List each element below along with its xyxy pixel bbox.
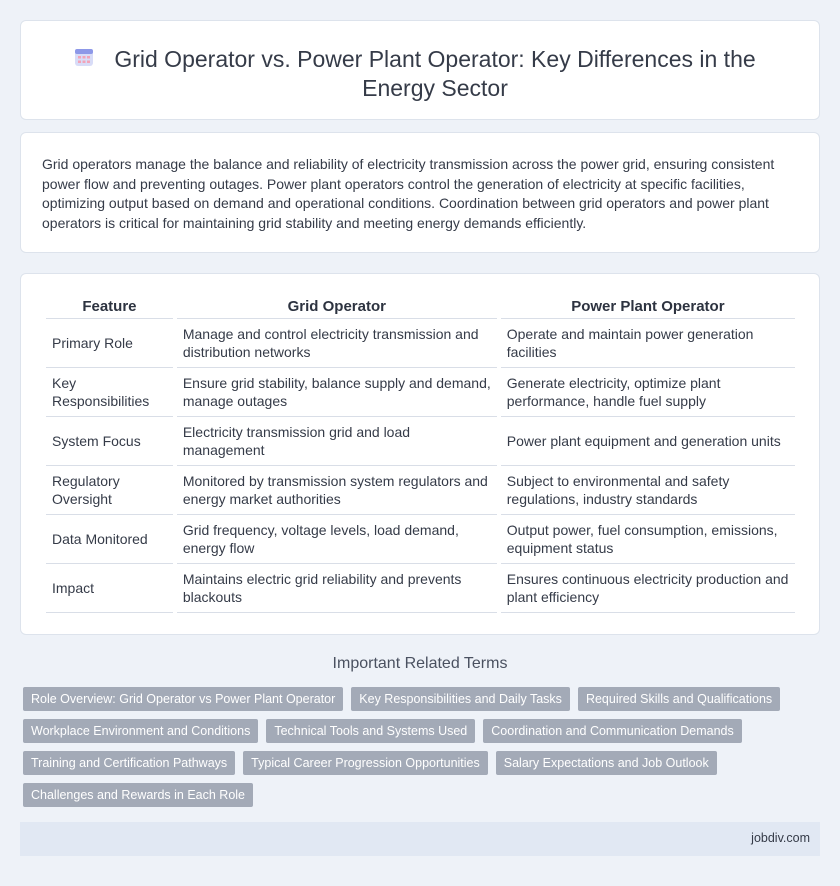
power-plant-cell: Subject to environmental and safety regulations, industry standards [501,466,795,515]
comparison-table [42,296,799,613]
power-plant-cell: Output power, fuel consumption, emissions, equipment status [501,515,795,564]
related-term-tag[interactable]: Technical Tools and Systems Used [266,719,475,743]
grid-operator-cell: Manage and control electricity transmission and distribution networks [177,319,497,368]
header-grid-operator: Grid Operator [177,296,497,319]
table-row [46,564,795,613]
grid-operator-cell: Monitored by transmission system regulators and energy market authorities [177,466,497,515]
grid-operator-cell: Electricity transmission grid and load management [177,417,497,466]
power-plant-cell: Power plant equipment and generation units [501,417,795,466]
table-row [46,319,795,368]
footer-site-link[interactable]: jobdiv.com [751,831,810,845]
related-term-tag[interactable]: Key Responsibilities and Daily Tasks [351,687,570,711]
page-title: Grid Operator vs. Power Plant Operator: Key Differences in the Energy Sector [114,46,756,101]
power-plant-cell: Ensures continuous electricity production and plant efficiency [501,564,795,613]
table-header-row [46,296,795,319]
power-plant-cell: Operate and maintain power generation facilities [501,319,795,368]
comparison-card [20,273,820,635]
header-power-plant-operator: Power Plant Operator [501,296,795,319]
feature-cell: Regulatory Oversight [46,466,173,515]
feature-cell: Impact [46,564,173,613]
grid-operator-cell: Ensure grid stability, balance supply and demand, manage outages [177,368,497,417]
grid-operator-cell: Maintains electric grid reliability and prevents blackouts [177,564,497,613]
footer [20,822,820,856]
feature-cell: Key Responsibilities [46,368,173,417]
related-term-tag[interactable]: Coordination and Communication Demands [483,719,742,743]
related-term-tag[interactable]: Challenges and Rewards in Each Role [23,783,253,807]
related-term-tag[interactable]: Training and Certification Pathways [23,751,235,775]
header-feature: Feature [46,296,173,319]
related-term-tag[interactable]: Salary Expectations and Job Outlook [496,751,717,775]
related-terms-title: Important Related Terms [332,655,508,672]
related-term-tag[interactable]: Required Skills and Qualifications [578,687,780,711]
related-term-tag[interactable]: Role Overview: Grid Operator vs Power Plant Operator [23,687,343,711]
feature-cell: Data Monitored [46,515,173,564]
feature-cell: System Focus [46,417,173,466]
related-term-tag[interactable]: Workplace Environment and Conditions [23,719,258,743]
grid-operator-cell: Grid frequency, voltage levels, load demand, energy flow [177,515,497,564]
related-terms-list [23,687,803,807]
feature-cell: Primary Role [46,319,173,368]
intro-paragraph: Grid operators manage the balance and reliability of electricity transmission across the power grid, ensuring consistent power flow and preventing outages. Power plant operators control the generation of electricity at specific facilities, optimizing output based on demand and operational conditions. Coordination between grid operators and power plant operators is critical for maintaining grid stability and meeting energy demands efficiently. [42,156,775,231]
table-row [46,466,795,515]
header-card [20,20,820,120]
intro-card [20,132,820,253]
table-row [46,417,795,466]
power-plant-cell: Generate electricity, optimize plant performance, handle fuel supply [501,368,795,417]
table-row [46,368,795,417]
related-term-tag[interactable]: Typical Career Progression Opportunities [243,751,488,775]
table-row [46,515,795,564]
